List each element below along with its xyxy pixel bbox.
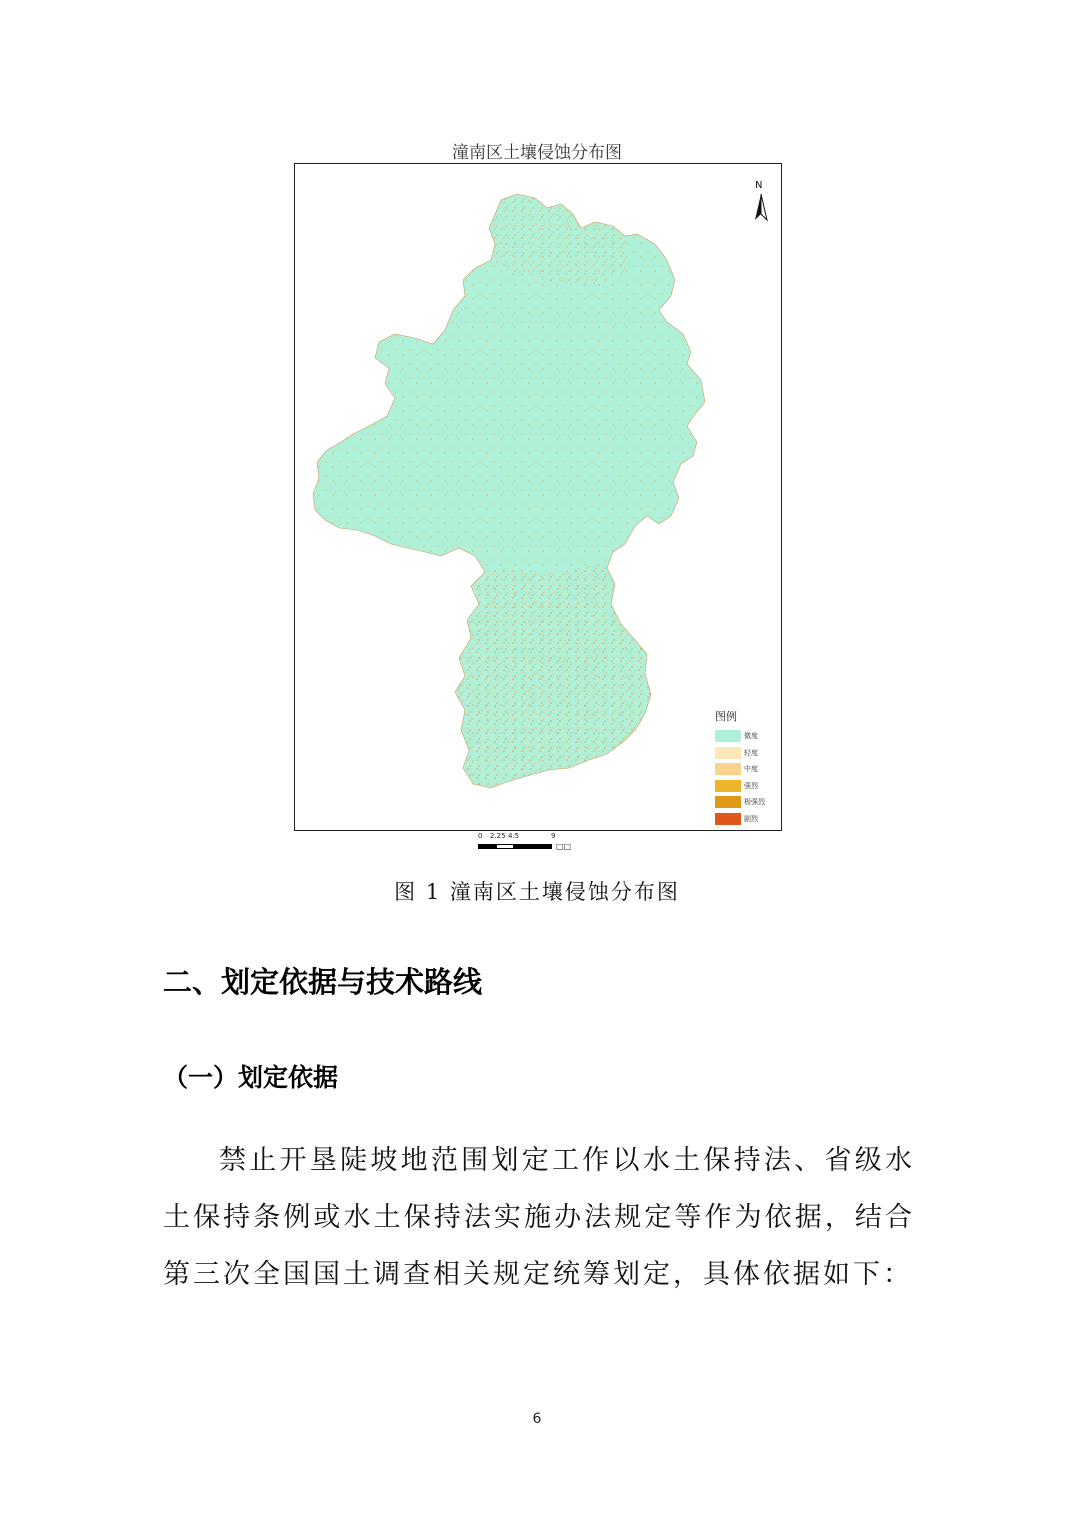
north-arrow-icon [749, 180, 773, 224]
scale-unit: □□ [556, 842, 572, 851]
legend-item [715, 778, 782, 795]
legend-item [715, 811, 782, 828]
legend-swatch [715, 780, 741, 792]
legend-swatch [715, 813, 741, 825]
map-legend [715, 708, 782, 827]
legend-label: 轻度 [744, 748, 758, 757]
legend-swatch [715, 730, 741, 742]
scale-bar [478, 832, 578, 852]
legend-label: 中度 [744, 765, 758, 774]
erosion-map [294, 163, 782, 831]
legend-swatch [715, 747, 741, 759]
district-region-shape [295, 164, 782, 831]
legend-swatch [715, 796, 741, 808]
legend-item [715, 794, 782, 811]
sub-heading: （一）划定依据 [163, 1063, 339, 1092]
legend-label: 微度 [744, 732, 758, 741]
scale-bar-segments [478, 844, 552, 849]
scale-label: 9 [551, 832, 556, 840]
legend-label: 强烈 [744, 781, 758, 790]
legend-swatch [715, 763, 741, 775]
legend-label: 剧烈 [744, 814, 758, 823]
page-number: 6 [532, 1411, 542, 1427]
scale-label: 4.5 [508, 832, 520, 840]
legend-item [715, 728, 782, 745]
map-title: 潼南区土壤侵蚀分布图 [452, 143, 622, 163]
legend-label: 极强烈 [744, 798, 765, 807]
legend-item [715, 761, 782, 778]
legend-item [715, 745, 782, 762]
figure-caption: 图 1 潼南区土壤侵蚀分布图 [394, 880, 680, 904]
north-label: N [755, 180, 763, 191]
scale-label: 0 [478, 832, 483, 840]
scale-label: 2.25 [490, 832, 506, 840]
legend-title: 图例 [715, 710, 737, 723]
section-heading: 二、划定依据与技术路线 [163, 965, 483, 999]
body-paragraph: 禁止开垦陡坡地范围划定工作以水土保持法、省级水土保持条例或水土保持法实施办法规定等作为依据，结合第三次全国国土调查相关规定统筹划定，具体依据如下： [163, 1145, 915, 1290]
